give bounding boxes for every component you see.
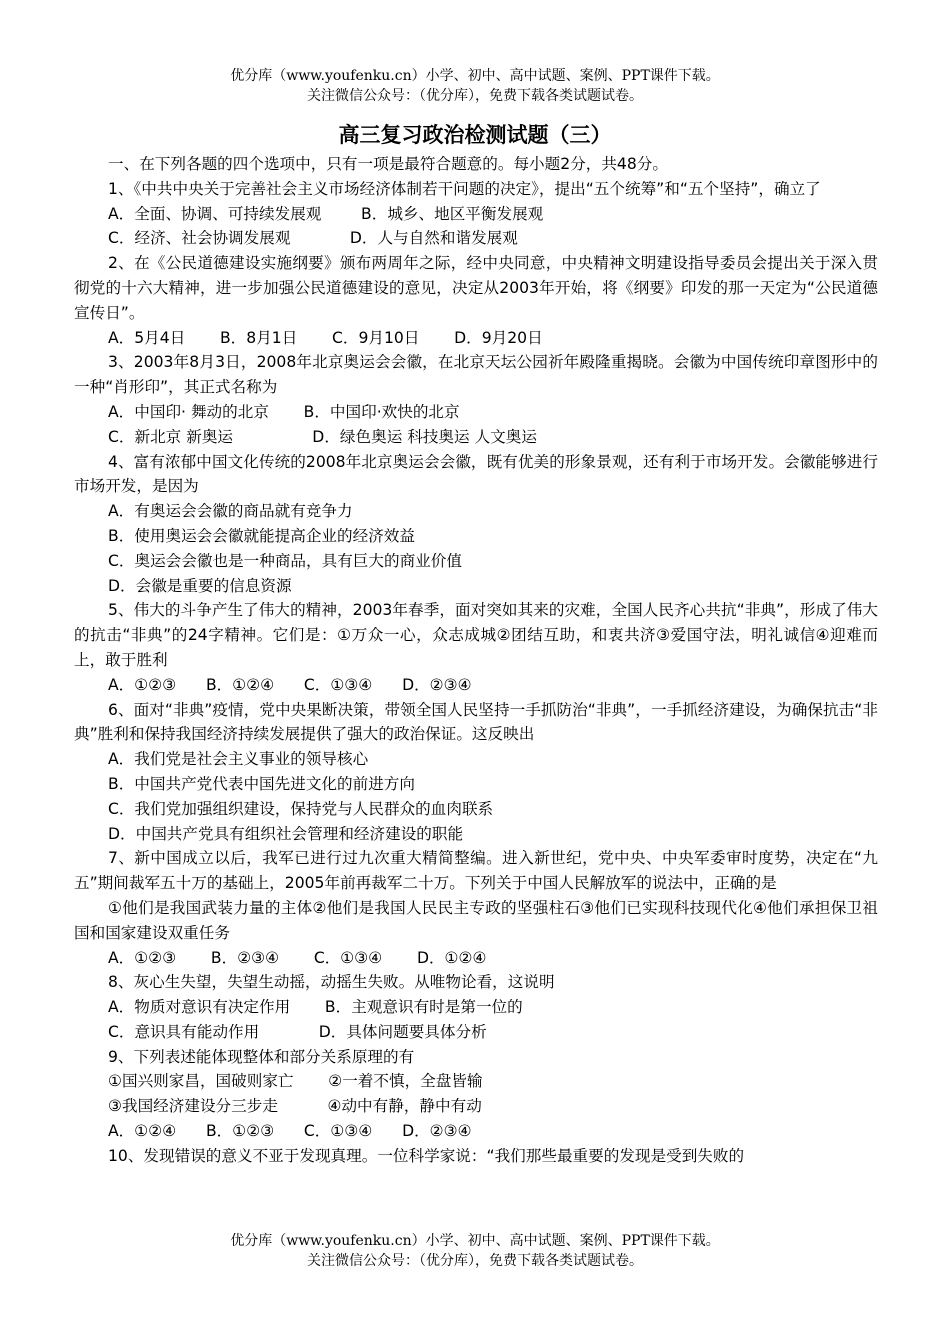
document-body (74, 152, 878, 1169)
question-1 (74, 177, 878, 251)
question-7 (74, 846, 878, 970)
footer-line-1: 优分库（www.youfenku.cn）小学、初中、高中试题、案例、PPT课件下载。 (230, 1233, 720, 1249)
question-items: ①国兴则家昌，国破则家亡 ②一着不慎，全盘皆输 (108, 1072, 483, 1091)
option-a: A．有奥运会会徽的商品就有竞争力 (108, 502, 353, 521)
page-footer (0, 1231, 950, 1271)
option-row: A．物质对意识有决定作用 B．主观意识有时是第一位的 (108, 998, 523, 1017)
option-row: A．①②④ B．①②③ C．①③④ D．②③④ (108, 1122, 472, 1141)
question-3 (74, 350, 878, 449)
option-d: D．中国共产党具有组织社会管理和经济建设的职能 (108, 824, 464, 843)
option-d: D．会徽是重要的信息资源 (108, 576, 292, 595)
question-stem: 7、新中国成立以后，我军已进行过九次重大精简整编。进入新世纪，党中央、中央军委审时度势，决定在“九五”期间裁军五十万的基础上，2005年前再裁军二十万。下列关于中国人民解放军的说法中，正确的是 (74, 849, 878, 893)
option-c: C．我们党加强组织建设，保持党与人民群众的血肉联系 (108, 799, 494, 818)
section-instruction: 一、在下列各题的四个选项中，只有一项是最符合题意的。每小题2分，共48分。 (108, 155, 668, 173)
option-row: A．全面、协调、可持续发展观 B．城乡、地区平衡发展观 (108, 204, 544, 223)
option-a: A．我们党是社会主义事业的领导核心 (108, 750, 369, 769)
question-9 (74, 1045, 878, 1144)
header-line-1: 优分库（www.youfenku.cn）小学、初中、高中试题、案例、PPT课件下载。 (230, 68, 720, 84)
option-c: C．奥运会会徽也是一种商品，具有巨大的商业价值 (108, 551, 462, 570)
option-row: C．新北京 新奥运 D．绿色奥运 科技奥运 人文奥运 (108, 427, 537, 446)
question-stem: 3、2003年8月3日，2008年北京奥运会会徽，在北京天坛公园祈年殿隆重揭晓。会徽为中国传统印章图形中的一种“肖形印”，其正式名称为 (74, 353, 878, 397)
option-row: A．①②③ B．②③④ C．①③④ D．①②④ (108, 948, 487, 967)
footer-line-2: 关注微信公众号：（优分库），免费下载各类试题试卷。 (307, 1253, 643, 1269)
page-header (0, 66, 950, 106)
question-items: ①他们是我国武装力量的主体②他们是我国人民民主专政的坚强柱石③他们已实现科技现代化④他们承担保卫祖国和国家建设双重任务 (74, 898, 878, 942)
question-10 (74, 1144, 878, 1169)
option-row: A．中国印· 舞动的北京 B．中国印·欢快的北京 (108, 402, 460, 421)
question-stem: 6、面对“非典”疫情，党中央果断决策，带领全国人民坚持一手抓防治“非典”，一手抓经济建设，为确保抗击“非典”胜利和保持我国经济持续发展提供了强大的政治保证。这反映出 (74, 700, 878, 744)
option-b: B．中国共产党代表中国先进文化的前进方向 (108, 774, 415, 793)
option-row: C．经济、社会协调发展观 D．人与自然和谐发展观 (108, 229, 518, 248)
question-8 (74, 970, 878, 1044)
question-stem: 4、富有浓郁中国文化传统的2008年北京奥运会会徽，既有优美的形象景观，还有利于市场开发。会徽能够进行市场开发，是因为 (74, 452, 878, 496)
question-stem: 8、灰心生失望，失望生动摇，动摇生失败。从唯物论看，这说明 (108, 973, 555, 992)
question-2 (74, 251, 878, 350)
question-stem: 2、在《公民道德建设实施纲要》颁布两周年之际，经中央同意，中央精神文明建设指导委员会提出关于深入贯彻党的十六大精神，进一步加强公民道德建设的意见，决定从2003年开始，将《纲要》印发的那一天定为“公民道德宣传日”。 (74, 254, 878, 322)
question-4 (74, 450, 878, 599)
question-6 (74, 698, 878, 847)
option-row: A．①②③ B．①②④ C．①③④ D．②③④ (108, 675, 472, 694)
header-line-2: 关注微信公众号：（优分库），免费下载各类试题试卷。 (307, 88, 643, 104)
page-title: 高三复习政治检测试题（三） (338, 122, 612, 147)
question-stem: 1、《中共中央关于完善社会主义市场经济体制若干问题的决定》，提出“五个统筹”和“五个坚持”，确立了 (108, 179, 821, 198)
question-items: ③我国经济建设分三步走 ④动中有静，静中有动 (108, 1097, 482, 1116)
option-row: A．5月4日 B．8月1日 C．9月10日 D．9月20日 (108, 328, 543, 347)
question-5 (74, 598, 878, 697)
question-stem: 9、下列表述能体现整体和部分关系原理的有 (108, 1047, 415, 1066)
question-stem: 5、伟大的斗争产生了伟大的精神，2003年春季，面对突如其来的灾难，全国人民齐心共抗“非典”，形成了伟大的抗击“非典”的24字精神。它们是：①万众一心，众志成城②团结互助，和衷共济③爱国守法，明礼诚信④迎难而上，敢于胜利 (74, 601, 878, 669)
option-row: C．意识具有能动作用 D．具体问题要具体分析 (108, 1022, 487, 1041)
question-stem: 10、发现错误的意义不亚于发现真理。一位科学家说：“我们那些最重要的发现是受到失败的 (108, 1146, 745, 1165)
option-b: B．使用奥运会会徽就能提高企业的经济效益 (108, 526, 415, 545)
